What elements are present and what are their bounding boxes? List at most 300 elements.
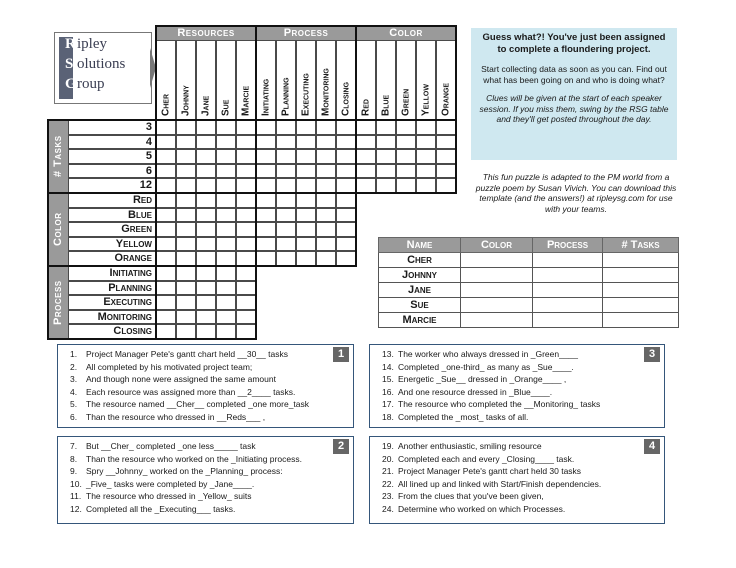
- answer-cell[interactable]: [461, 253, 533, 268]
- clue-item: [382, 465, 658, 478]
- grid-cell[interactable]: [196, 266, 216, 281]
- block-border: [155, 119, 257, 121]
- grid-cell[interactable]: [156, 149, 176, 164]
- grid-cell[interactable]: [416, 135, 436, 150]
- grid-cell[interactable]: [356, 120, 376, 135]
- grid-cell[interactable]: [256, 208, 276, 223]
- clue-item: [70, 361, 347, 374]
- grid-cell[interactable]: [156, 281, 176, 296]
- grid-cell[interactable]: [176, 193, 196, 208]
- clue-text: Energetic _Sue__ dressed in _Orange____ ,: [398, 374, 567, 384]
- grid-cell[interactable]: [216, 135, 236, 150]
- clue-item: [382, 453, 658, 466]
- row-label: 5: [145, 150, 152, 163]
- grid-cell[interactable]: [336, 193, 356, 208]
- clue-item: [382, 361, 658, 374]
- intro-body: Start collecting data as soon as you can. Find out what has been going on and who is doing what?: [481, 64, 667, 85]
- clue-box-number: 4: [644, 439, 660, 454]
- clue-text: Another enthusiastic, smiling resource: [398, 441, 542, 451]
- grid-cell[interactable]: [216, 193, 236, 208]
- clue-item: [70, 478, 347, 491]
- grid-cell[interactable]: [436, 164, 456, 179]
- block-border: [355, 119, 357, 194]
- answer-header-row: [379, 238, 679, 253]
- grid-cell[interactable]: [176, 281, 196, 296]
- grid-cell[interactable]: [156, 135, 176, 150]
- clue-number: 12.: [70, 503, 82, 514]
- grid-cell[interactable]: [156, 237, 176, 252]
- grid-cell[interactable]: [436, 120, 456, 135]
- block-border: [355, 192, 357, 267]
- clue-text: All completed by his motivated project team;: [86, 361, 253, 372]
- grid-cell[interactable]: [376, 149, 396, 164]
- clue-number: 23.: [382, 491, 394, 501]
- grid-cell[interactable]: [236, 281, 256, 296]
- grid-cell[interactable]: [396, 135, 416, 150]
- answer-cell[interactable]: [603, 253, 679, 268]
- grid-cell[interactable]: [336, 208, 356, 223]
- block-border: [255, 119, 257, 194]
- row-label: Planning: [108, 281, 152, 294]
- answer-cell[interactable]: [461, 283, 533, 298]
- block-border: [155, 192, 157, 267]
- answer-cell[interactable]: [461, 298, 533, 313]
- block-border: [47, 119, 156, 121]
- grid-cell[interactable]: [436, 149, 456, 164]
- grid-cell[interactable]: [376, 178, 396, 193]
- clue-text: Completed each and every _Closing____ task.: [398, 453, 575, 464]
- grid-cell[interactable]: [376, 120, 396, 135]
- logo-line-2: S olutions: [65, 56, 126, 72]
- clue-item: [70, 490, 347, 503]
- clue-text: But __Cher_ completed _one less_____ task: [86, 441, 256, 451]
- clue-text: Each resource was assigned more than __2____ tasks.: [86, 386, 296, 397]
- grid-cell[interactable]: [296, 149, 316, 164]
- grid-cell[interactable]: [276, 164, 296, 179]
- answer-name: Cher: [379, 253, 461, 268]
- clue-text: All lined up and linked with Start/Finish dependencies.: [398, 478, 602, 489]
- grid-cell[interactable]: [416, 164, 436, 179]
- grid-cell[interactable]: [176, 266, 196, 281]
- clue-number: 21.: [382, 466, 394, 476]
- clue-text: Than the resource who dressed in __Reds___ ,: [86, 411, 266, 422]
- grid-cell[interactable]: [196, 135, 216, 150]
- block-border: [47, 119, 49, 194]
- grid-cell[interactable]: [236, 149, 256, 164]
- grid-cell[interactable]: [196, 237, 216, 252]
- grid-cell[interactable]: [336, 237, 356, 252]
- grid-cell[interactable]: [356, 178, 376, 193]
- grid-cell[interactable]: [176, 324, 196, 339]
- grid-cell[interactable]: [276, 135, 296, 150]
- answer-cell[interactable]: [533, 283, 603, 298]
- grid-cell[interactable]: [216, 178, 236, 193]
- grid-cell[interactable]: [176, 149, 196, 164]
- column-label: Closing: [340, 81, 352, 116]
- grid-cell[interactable]: [336, 164, 356, 179]
- row-label: Red: [132, 194, 152, 206]
- grid-cell[interactable]: [236, 120, 256, 135]
- grid-cell[interactable]: [236, 164, 256, 179]
- clue-item: [70, 348, 347, 361]
- clue-number: 15.: [382, 374, 394, 384]
- grid-cell[interactable]: [156, 295, 176, 310]
- clue-number: 6.: [70, 411, 78, 422]
- grid-cell[interactable]: [276, 222, 296, 237]
- grid-cell[interactable]: [156, 164, 176, 179]
- column-label: Sue: [220, 99, 232, 116]
- grid-cell[interactable]: [296, 120, 316, 135]
- clue-item: [382, 490, 658, 503]
- grid-cell[interactable]: [216, 251, 236, 266]
- grid-cell[interactable]: [236, 310, 256, 325]
- grid-cell[interactable]: [216, 208, 236, 223]
- grid-cell[interactable]: [276, 149, 296, 164]
- answer-name: Marcie: [379, 313, 461, 328]
- row-label: Executing: [103, 296, 152, 309]
- clue-text: _Five_ tasks were completed by _Jane____.: [86, 478, 255, 489]
- block-border: [355, 25, 357, 120]
- clue-number: 3.: [70, 374, 78, 384]
- clue-text: Than the resource who worked on the _Initiating process.: [86, 453, 302, 464]
- clue-box-number: 3: [644, 347, 660, 362]
- grid-cell[interactable]: [196, 295, 216, 310]
- grid-cell[interactable]: [396, 178, 416, 193]
- grid-cell[interactable]: [316, 178, 336, 193]
- clue-number: 16.: [382, 386, 394, 397]
- table-row: [379, 283, 679, 298]
- grid-cell[interactable]: [176, 178, 196, 193]
- grid-cell[interactable]: [316, 222, 336, 237]
- grid-cell[interactable]: [296, 193, 316, 208]
- row-label: 12: [139, 179, 152, 192]
- logo-line-3: Group: [65, 76, 105, 92]
- block-border: [255, 119, 357, 121]
- answer-cell[interactable]: [603, 268, 679, 283]
- logo-line-1: Ripley: [65, 36, 107, 52]
- grid-cell[interactable]: [236, 208, 256, 223]
- row-group-header: # Tasks: [48, 120, 68, 193]
- grid-cell[interactable]: [196, 208, 216, 223]
- grid-cell[interactable]: [196, 251, 216, 266]
- intro-box: [471, 28, 677, 160]
- grid-cell[interactable]: [176, 120, 196, 135]
- row-label: 4: [145, 135, 152, 148]
- grid-cell[interactable]: [276, 178, 296, 193]
- grid-cell[interactable]: [216, 310, 236, 325]
- column-group-header: Color: [356, 26, 456, 40]
- grid-cell[interactable]: [376, 135, 396, 150]
- grid-cell[interactable]: [296, 135, 316, 150]
- clue-item: [70, 386, 347, 399]
- clue-item: [382, 373, 658, 386]
- grid-cell[interactable]: [236, 251, 256, 266]
- grid-cell[interactable]: [256, 251, 276, 266]
- column-label: Red: [360, 99, 372, 116]
- answer-cell[interactable]: [461, 268, 533, 283]
- grid-cell[interactable]: [316, 251, 336, 266]
- grid-cell[interactable]: [156, 120, 176, 135]
- grid-cell[interactable]: [236, 324, 256, 339]
- grid-cell[interactable]: [196, 178, 216, 193]
- clue-text: From the clues that you've been given,: [398, 491, 544, 501]
- grid-cell[interactable]: [396, 120, 416, 135]
- grid-cell[interactable]: [276, 120, 296, 135]
- grid-cell[interactable]: [156, 310, 176, 325]
- answer-cell[interactable]: [533, 298, 603, 313]
- grid-cell[interactable]: [236, 193, 256, 208]
- grid-cell[interactable]: [296, 208, 316, 223]
- clue-box-3: [369, 344, 665, 428]
- block-border: [47, 338, 156, 340]
- clue-item: [382, 348, 658, 361]
- clue-text: Project Manager Pete's gantt chart held __30__ tasks: [86, 349, 288, 359]
- grid-cell[interactable]: [396, 149, 416, 164]
- clue-box-number: 2: [333, 439, 349, 454]
- grid-cell[interactable]: [256, 237, 276, 252]
- grid-cell[interactable]: [296, 251, 316, 266]
- block-border: [155, 338, 257, 340]
- grid-cell[interactable]: [216, 281, 236, 296]
- grid-cell[interactable]: [276, 193, 296, 208]
- clue-item: [70, 503, 347, 516]
- clue-number: 18.: [382, 411, 394, 422]
- column-label: Monitoring: [320, 68, 332, 116]
- clue-text: Completed all the _Executing___ tasks.: [86, 503, 236, 514]
- grid-cell[interactable]: [176, 295, 196, 310]
- grid-cell[interactable]: [436, 135, 456, 150]
- block-border: [47, 265, 49, 340]
- grid-cell[interactable]: [196, 193, 216, 208]
- table-row: [379, 268, 679, 283]
- grid-cell[interactable]: [176, 222, 196, 237]
- answer-cell[interactable]: [533, 313, 603, 328]
- answer-cell[interactable]: [603, 298, 679, 313]
- clue-number: 10.: [70, 478, 82, 489]
- clue-number: 11.: [70, 491, 82, 501]
- grid-cell[interactable]: [296, 222, 316, 237]
- row-label: 6: [145, 164, 152, 177]
- row-label: 3: [145, 121, 152, 133]
- grid-cell[interactable]: [196, 149, 216, 164]
- clue-item: [70, 373, 347, 386]
- grid-cell[interactable]: [336, 120, 356, 135]
- grid-cell[interactable]: [176, 208, 196, 223]
- grid-cell[interactable]: [236, 237, 256, 252]
- column-group-header: Resources: [156, 26, 256, 40]
- grid-cell[interactable]: [336, 251, 356, 266]
- clue-text: Project Manager Pete's gantt chart held 30 tasks: [398, 466, 582, 476]
- grid-cell[interactable]: [316, 237, 336, 252]
- clue-number: 22.: [382, 478, 394, 489]
- column-label: Cher: [160, 93, 172, 116]
- grid-cell[interactable]: [156, 222, 176, 237]
- clue-number: 20.: [382, 453, 394, 464]
- block-border: [155, 192, 257, 194]
- grid-cell[interactable]: [316, 135, 336, 150]
- clue-text: The worker who always dressed in _Green____: [398, 349, 579, 359]
- grid-cell[interactable]: [176, 310, 196, 325]
- grid-cell[interactable]: [336, 135, 356, 150]
- block-border: [47, 192, 156, 194]
- clue-box-number: 1: [333, 347, 349, 362]
- header-name: Name: [379, 238, 461, 253]
- grid-cell[interactable]: [196, 324, 216, 339]
- row-label: Monitoring: [97, 310, 152, 323]
- grid-cell[interactable]: [416, 120, 436, 135]
- block-border: [355, 192, 457, 194]
- grid-cell[interactable]: [176, 164, 196, 179]
- grid-cell[interactable]: [256, 164, 276, 179]
- row-group-header: Process: [48, 266, 68, 339]
- clue-number: 4.: [70, 386, 78, 397]
- grid-cell[interactable]: [296, 178, 316, 193]
- grid-cell[interactable]: [156, 266, 176, 281]
- grid-cell[interactable]: [256, 193, 276, 208]
- grid-cell[interactable]: [176, 237, 196, 252]
- answer-table: [378, 237, 679, 328]
- grid-cell[interactable]: [196, 281, 216, 296]
- block-border: [155, 119, 157, 194]
- grid-cell[interactable]: [296, 164, 316, 179]
- grid-cell[interactable]: [216, 237, 236, 252]
- header-tasks: # Tasks: [603, 238, 679, 253]
- grid-cell[interactable]: [256, 222, 276, 237]
- row-label: Initiating: [109, 267, 152, 279]
- clue-list: [382, 348, 658, 423]
- grid-cell[interactable]: [416, 149, 436, 164]
- row-label: Yellow: [115, 237, 152, 250]
- grid-cell[interactable]: [156, 193, 176, 208]
- grid-cell[interactable]: [256, 120, 276, 135]
- adapt-note: This fun puzzle is adapted to the PM world from a puzzle poem by Susan Vivich. You can download this template (and the answers!) at ripleysg.com for use with your teams.: [475, 172, 677, 214]
- grid-cell[interactable]: [276, 237, 296, 252]
- answer-name: Johnny: [379, 268, 461, 283]
- grid-cell[interactable]: [396, 164, 416, 179]
- answer-cell[interactable]: [533, 253, 603, 268]
- grid-cell[interactable]: [196, 164, 216, 179]
- block-border: [47, 265, 156, 267]
- column-label: Marcie: [240, 85, 252, 116]
- header-color: Color: [461, 238, 533, 253]
- grid-cell[interactable]: [316, 149, 336, 164]
- clue-number: 13.: [382, 349, 394, 359]
- clue-number: 7.: [70, 441, 78, 451]
- grid-cell[interactable]: [336, 178, 356, 193]
- clue-list: [70, 440, 347, 515]
- block-border: [355, 119, 457, 121]
- block-border: [155, 25, 157, 120]
- clue-text: The resource who dressed in _Yellow_ suits: [86, 491, 252, 501]
- clue-text: Spry __Johnny_ worked on the _Planning_ process:: [86, 466, 283, 476]
- grid-cell[interactable]: [156, 251, 176, 266]
- clue-number: 2.: [70, 361, 78, 372]
- clue-text: And though none were assigned the same amount: [86, 374, 276, 384]
- column-group-header: Process: [256, 26, 356, 40]
- grid-cell[interactable]: [236, 266, 256, 281]
- clue-number: 19.: [382, 441, 394, 451]
- answer-cell[interactable]: [533, 268, 603, 283]
- row-label: Blue: [128, 208, 152, 221]
- grid-cell[interactable]: [316, 120, 336, 135]
- grid-cell[interactable]: [256, 135, 276, 150]
- grid-cell[interactable]: [256, 149, 276, 164]
- grid-cell[interactable]: [196, 120, 216, 135]
- clue-box-1: [57, 344, 354, 428]
- row-label: Closing: [113, 325, 152, 338]
- clue-text: Completed the _most_ tasks of all.: [398, 411, 529, 422]
- grid-cell[interactable]: [356, 135, 376, 150]
- grid-cell[interactable]: [296, 237, 316, 252]
- grid-cell[interactable]: [316, 208, 336, 223]
- grid-cell[interactable]: [216, 266, 236, 281]
- answer-cell[interactable]: [461, 313, 533, 328]
- clue-item: [382, 398, 658, 411]
- grid-cell[interactable]: [216, 295, 236, 310]
- grid-cell[interactable]: [196, 310, 216, 325]
- grid-cell[interactable]: [216, 222, 236, 237]
- grid-cell[interactable]: [176, 251, 196, 266]
- grid-cell[interactable]: [276, 251, 296, 266]
- grid-cell[interactable]: [376, 164, 396, 179]
- grid-cell[interactable]: [216, 149, 236, 164]
- clue-item: [70, 453, 347, 466]
- clue-text: Completed _one-third_ as many as _Sue____.: [398, 361, 574, 372]
- grid-cell[interactable]: [316, 193, 336, 208]
- table-row: [379, 298, 679, 313]
- grid-cell[interactable]: [236, 222, 256, 237]
- clue-item: [70, 465, 347, 478]
- clue-number: 5.: [70, 399, 78, 409]
- clue-item: [70, 398, 347, 411]
- grid-cell[interactable]: [336, 149, 356, 164]
- grid-cell[interactable]: [236, 178, 256, 193]
- grid-cell[interactable]: [316, 164, 336, 179]
- company-logo: [54, 32, 152, 104]
- answer-cell[interactable]: [603, 283, 679, 298]
- grid-cell[interactable]: [436, 178, 456, 193]
- clue-number: 1.: [70, 349, 78, 359]
- grid-cell[interactable]: [236, 295, 256, 310]
- answer-cell[interactable]: [603, 313, 679, 328]
- grid-cell[interactable]: [156, 324, 176, 339]
- column-label: Johnny: [180, 85, 192, 116]
- grid-cell[interactable]: [356, 164, 376, 179]
- block-border: [155, 25, 257, 27]
- header-process: Process: [533, 238, 603, 253]
- grid-cell[interactable]: [356, 149, 376, 164]
- column-label: Green: [400, 88, 412, 116]
- grid-cell[interactable]: [216, 324, 236, 339]
- grid-cell[interactable]: [216, 120, 236, 135]
- grid-cell[interactable]: [276, 208, 296, 223]
- grid-cell[interactable]: [196, 222, 216, 237]
- clue-item: [382, 386, 658, 399]
- column-label: Orange: [440, 82, 452, 116]
- grid-cell[interactable]: [176, 135, 196, 150]
- grid-cell[interactable]: [236, 135, 256, 150]
- intro-note: Clues will be given at the start of each speaker session. If you miss them, swing by the RSG table and they'll get posted throughout the day.: [479, 93, 669, 124]
- grid-cell[interactable]: [156, 208, 176, 223]
- grid-cell[interactable]: [336, 222, 356, 237]
- grid-cell[interactable]: [256, 178, 276, 193]
- grid-cell[interactable]: [416, 178, 436, 193]
- grid-cell[interactable]: [156, 178, 176, 193]
- clue-box-2: [57, 436, 354, 524]
- block-border: [255, 265, 357, 267]
- column-label: Executing: [300, 73, 312, 116]
- grid-cell[interactable]: [216, 164, 236, 179]
